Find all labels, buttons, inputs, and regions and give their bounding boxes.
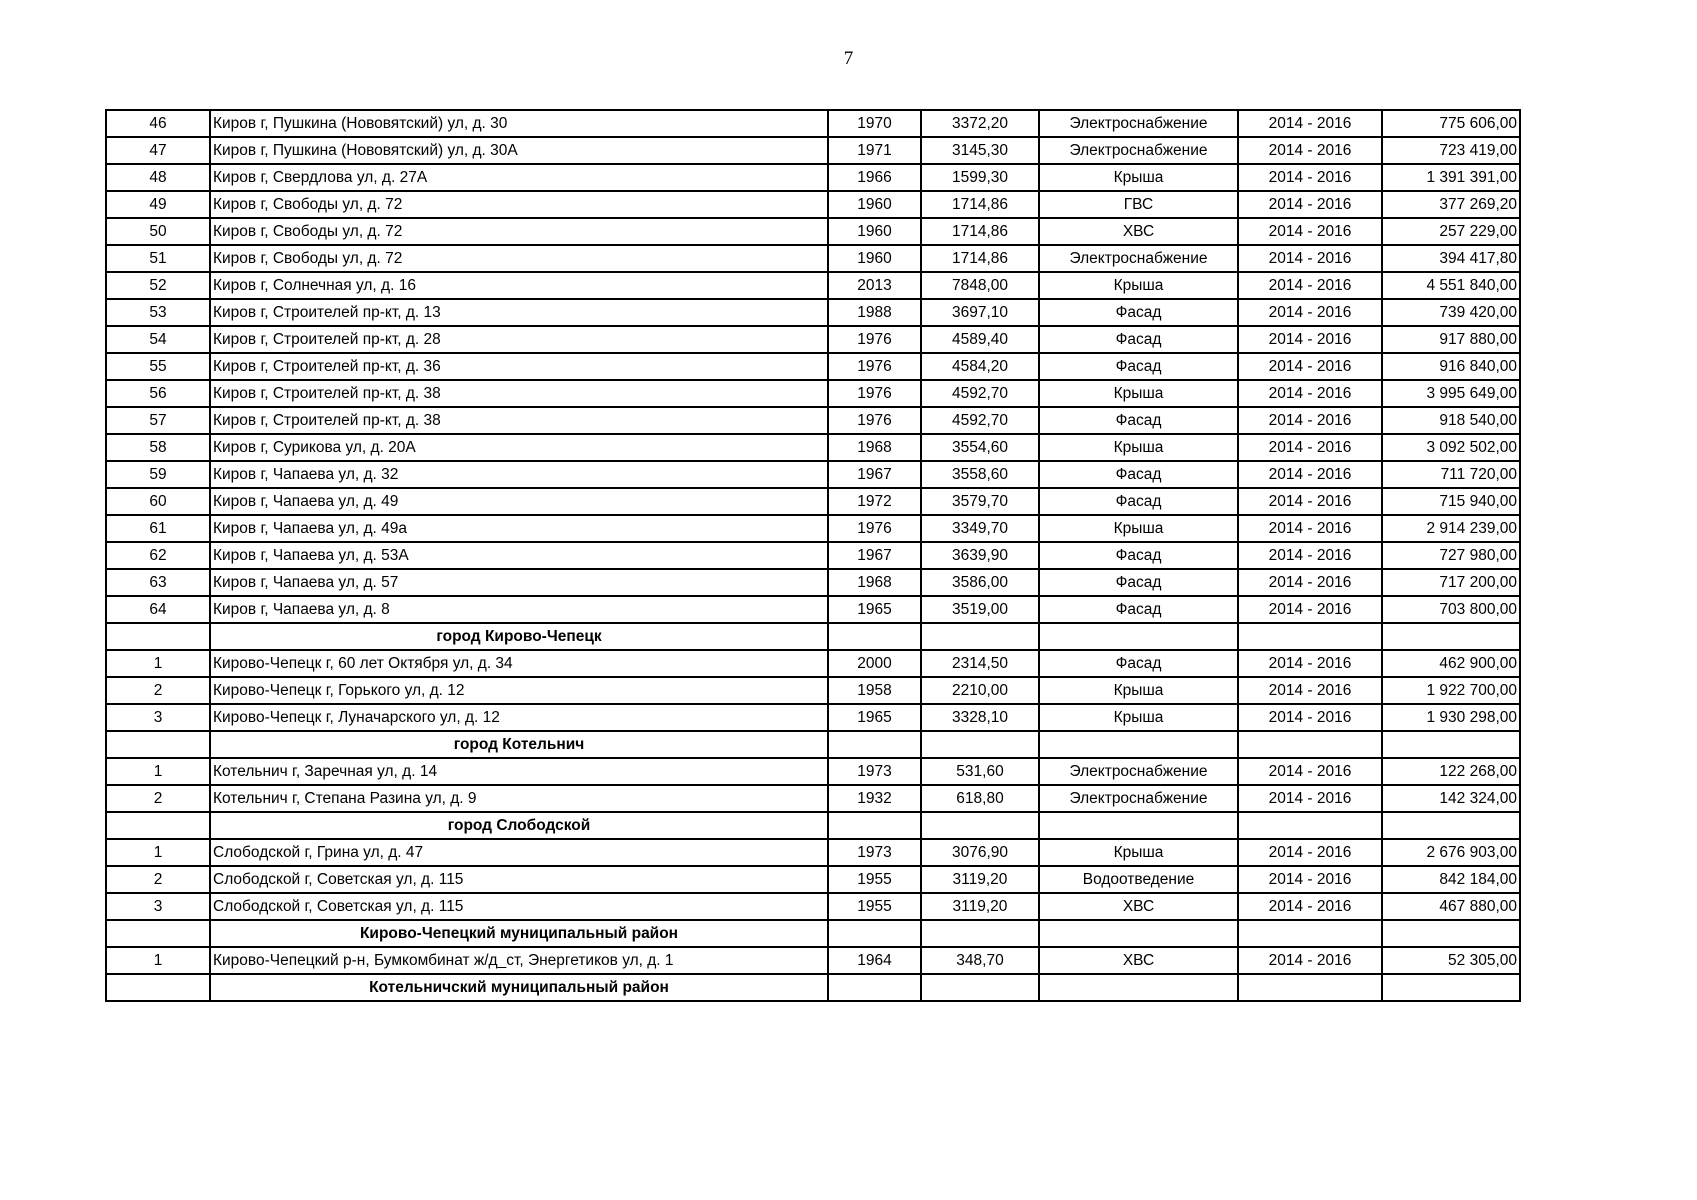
- period-cell: 2014 - 2016: [1238, 839, 1382, 866]
- cost-cell: 52 305,00: [1382, 947, 1520, 974]
- period-cell: 2014 - 2016: [1238, 299, 1382, 326]
- work-type-cell: Электроснабжение: [1039, 758, 1238, 785]
- row-number-cell: 50: [106, 218, 210, 245]
- address-cell: Киров г, Строителей пр-кт, д. 38: [210, 380, 828, 407]
- cost-cell: 916 840,00: [1382, 353, 1520, 380]
- work-type-cell: Водоотведение: [1039, 866, 1238, 893]
- cost-cell: 257 229,00: [1382, 218, 1520, 245]
- year-cell: 1976: [828, 326, 921, 353]
- table-row: [106, 407, 1520, 434]
- period-cell: 2014 - 2016: [1238, 164, 1382, 191]
- year-cell: 1973: [828, 839, 921, 866]
- area-cell: 3639,90: [921, 542, 1039, 569]
- section-title: город Котельнич: [210, 731, 828, 758]
- table-row: [106, 569, 1520, 596]
- cost-cell: 142 324,00: [1382, 785, 1520, 812]
- work-type-cell: Фасад: [1039, 596, 1238, 623]
- work-type-cell: ХВС: [1039, 947, 1238, 974]
- table-row: [106, 839, 1520, 866]
- area-cell: 4592,70: [921, 380, 1039, 407]
- empty-cell: [1238, 974, 1382, 1001]
- row-number-cell: 58: [106, 434, 210, 461]
- cost-cell: 122 268,00: [1382, 758, 1520, 785]
- period-cell: 2014 - 2016: [1238, 218, 1382, 245]
- row-number-cell: 60: [106, 488, 210, 515]
- address-cell: Киров г, Чапаева ул, д. 8: [210, 596, 828, 623]
- address-cell: Киров г, Строителей пр-кт, д. 38: [210, 407, 828, 434]
- row-number-cell: 2: [106, 866, 210, 893]
- period-cell: 2014 - 2016: [1238, 488, 1382, 515]
- cost-cell: 377 269,20: [1382, 191, 1520, 218]
- row-number-cell: 52: [106, 272, 210, 299]
- year-cell: 1960: [828, 218, 921, 245]
- area-cell: 3558,60: [921, 461, 1039, 488]
- area-cell: 1714,86: [921, 191, 1039, 218]
- row-number-cell: 46: [106, 110, 210, 137]
- area-cell: 3586,00: [921, 569, 1039, 596]
- year-cell: 1965: [828, 704, 921, 731]
- table-row: [106, 515, 1520, 542]
- area-cell: 3519,00: [921, 596, 1039, 623]
- table-row: [106, 704, 1520, 731]
- row-number-cell: 64: [106, 596, 210, 623]
- table-row: [106, 758, 1520, 785]
- empty-cell: [828, 974, 921, 1001]
- row-number-cell: 51: [106, 245, 210, 272]
- table-row: [106, 650, 1520, 677]
- empty-cell: [828, 731, 921, 758]
- work-type-cell: Электроснабжение: [1039, 785, 1238, 812]
- row-number-cell: 2: [106, 677, 210, 704]
- address-cell: Кирово-Чепецк г, Горького ул, д. 12: [210, 677, 828, 704]
- table-row: [106, 353, 1520, 380]
- table-row: [106, 677, 1520, 704]
- section-title: город Кирово-Чепецк: [210, 623, 828, 650]
- year-cell: 1971: [828, 137, 921, 164]
- period-cell: 2014 - 2016: [1238, 434, 1382, 461]
- row-number-cell: 55: [106, 353, 210, 380]
- work-type-cell: Крыша: [1039, 839, 1238, 866]
- section-title: Котельничский муниципальный район: [210, 974, 828, 1001]
- section-header-row: [106, 812, 1520, 839]
- empty-cell: [1039, 731, 1238, 758]
- cost-cell: 918 540,00: [1382, 407, 1520, 434]
- work-type-cell: Фасад: [1039, 326, 1238, 353]
- cost-cell: 711 720,00: [1382, 461, 1520, 488]
- table-row: [106, 326, 1520, 353]
- work-type-cell: Фасад: [1039, 650, 1238, 677]
- year-cell: 1973: [828, 758, 921, 785]
- area-cell: 3328,10: [921, 704, 1039, 731]
- address-cell: Киров г, Чапаева ул, д. 53А: [210, 542, 828, 569]
- empty-cell: [1039, 812, 1238, 839]
- year-cell: 1960: [828, 245, 921, 272]
- row-number-cell: 1: [106, 839, 210, 866]
- area-cell: 3119,20: [921, 866, 1039, 893]
- cost-cell: 3 092 502,00: [1382, 434, 1520, 461]
- period-cell: 2014 - 2016: [1238, 191, 1382, 218]
- empty-cell: [921, 812, 1039, 839]
- area-cell: 3554,60: [921, 434, 1039, 461]
- period-cell: 2014 - 2016: [1238, 569, 1382, 596]
- address-cell: Кирово-Чепецк г, Луначарского ул, д. 12: [210, 704, 828, 731]
- area-cell: 2210,00: [921, 677, 1039, 704]
- year-cell: 1958: [828, 677, 921, 704]
- period-cell: 2014 - 2016: [1238, 407, 1382, 434]
- cost-cell: 723 419,00: [1382, 137, 1520, 164]
- row-number-cell: 48: [106, 164, 210, 191]
- year-cell: 1968: [828, 434, 921, 461]
- table-row: [106, 191, 1520, 218]
- row-number-cell: 54: [106, 326, 210, 353]
- row-number-cell: 63: [106, 569, 210, 596]
- year-cell: 1976: [828, 353, 921, 380]
- address-cell: Киров г, Свободы ул, д. 72: [210, 191, 828, 218]
- area-cell: 4589,40: [921, 326, 1039, 353]
- cost-cell: 917 880,00: [1382, 326, 1520, 353]
- period-cell: 2014 - 2016: [1238, 677, 1382, 704]
- period-cell: 2014 - 2016: [1238, 758, 1382, 785]
- period-cell: 2014 - 2016: [1238, 947, 1382, 974]
- period-cell: 2014 - 2016: [1238, 245, 1382, 272]
- year-cell: 1976: [828, 407, 921, 434]
- period-cell: 2014 - 2016: [1238, 461, 1382, 488]
- area-cell: 1599,30: [921, 164, 1039, 191]
- address-cell: Слободской г, Советская ул, д. 115: [210, 866, 828, 893]
- table-row: [106, 299, 1520, 326]
- cost-cell: 2 676 903,00: [1382, 839, 1520, 866]
- year-cell: 1966: [828, 164, 921, 191]
- period-cell: 2014 - 2016: [1238, 542, 1382, 569]
- address-cell: Киров г, Чапаева ул, д. 57: [210, 569, 828, 596]
- table-row: [106, 542, 1520, 569]
- row-number-cell: 56: [106, 380, 210, 407]
- address-cell: Киров г, Чапаева ул, д. 32: [210, 461, 828, 488]
- area-cell: 348,70: [921, 947, 1039, 974]
- cost-cell: 1 922 700,00: [1382, 677, 1520, 704]
- work-type-cell: Крыша: [1039, 677, 1238, 704]
- cost-cell: 775 606,00: [1382, 110, 1520, 137]
- area-cell: 4592,70: [921, 407, 1039, 434]
- empty-cell: [1382, 731, 1520, 758]
- address-cell: Киров г, Свободы ул, д. 72: [210, 218, 828, 245]
- empty-cell: [1382, 623, 1520, 650]
- empty-cell: [1238, 920, 1382, 947]
- cost-cell: 3 995 649,00: [1382, 380, 1520, 407]
- work-type-cell: Крыша: [1039, 164, 1238, 191]
- empty-cell: [1039, 920, 1238, 947]
- section-number-cell: [106, 812, 210, 839]
- cost-cell: 4 551 840,00: [1382, 272, 1520, 299]
- page-number: 7: [843, 48, 854, 69]
- table-row: [106, 110, 1520, 137]
- table-row: [106, 893, 1520, 920]
- row-number-cell: 1: [106, 650, 210, 677]
- address-cell: Киров г, Строителей пр-кт, д. 36: [210, 353, 828, 380]
- cost-cell: 1 930 298,00: [1382, 704, 1520, 731]
- empty-cell: [828, 920, 921, 947]
- year-cell: 1976: [828, 380, 921, 407]
- period-cell: 2014 - 2016: [1238, 704, 1382, 731]
- period-cell: 2014 - 2016: [1238, 353, 1382, 380]
- table-row: [106, 947, 1520, 974]
- section-title: Кирово-Чепецкий муниципальный район: [210, 920, 828, 947]
- area-cell: 1714,86: [921, 245, 1039, 272]
- work-type-cell: Фасад: [1039, 569, 1238, 596]
- section-number-cell: [106, 974, 210, 1001]
- year-cell: 2013: [828, 272, 921, 299]
- empty-cell: [1238, 812, 1382, 839]
- table-row: [106, 596, 1520, 623]
- cost-cell: 715 940,00: [1382, 488, 1520, 515]
- work-type-cell: Фасад: [1039, 353, 1238, 380]
- period-cell: 2014 - 2016: [1238, 137, 1382, 164]
- row-number-cell: 47: [106, 137, 210, 164]
- table-body: [106, 110, 1520, 1001]
- section-number-cell: [106, 623, 210, 650]
- section-header-row: [106, 920, 1520, 947]
- row-number-cell: 1: [106, 947, 210, 974]
- cost-cell: 462 900,00: [1382, 650, 1520, 677]
- address-cell: Киров г, Чапаева ул, д. 49: [210, 488, 828, 515]
- address-cell: Слободской г, Грина ул, д. 47: [210, 839, 828, 866]
- area-cell: 1714,86: [921, 218, 1039, 245]
- row-number-cell: 59: [106, 461, 210, 488]
- empty-cell: [1039, 623, 1238, 650]
- area-cell: 3145,30: [921, 137, 1039, 164]
- year-cell: 1972: [828, 488, 921, 515]
- address-cell: Киров г, Строителей пр-кт, д. 28: [210, 326, 828, 353]
- work-type-cell: ХВС: [1039, 218, 1238, 245]
- address-cell: Киров г, Свердлова ул, д. 27А: [210, 164, 828, 191]
- table-row: [106, 272, 1520, 299]
- area-cell: 3697,10: [921, 299, 1039, 326]
- year-cell: 1964: [828, 947, 921, 974]
- empty-cell: [828, 812, 921, 839]
- period-cell: 2014 - 2016: [1238, 272, 1382, 299]
- work-type-cell: Крыша: [1039, 434, 1238, 461]
- section-header-row: [106, 974, 1520, 1001]
- cost-cell: 739 420,00: [1382, 299, 1520, 326]
- row-number-cell: 2: [106, 785, 210, 812]
- period-cell: 2014 - 2016: [1238, 866, 1382, 893]
- cost-cell: 467 880,00: [1382, 893, 1520, 920]
- address-cell: Кирово-Чепецкий р-н, Бумкомбинат ж/д_ст, Энергетиков ул, д. 1: [210, 947, 828, 974]
- period-cell: 2014 - 2016: [1238, 326, 1382, 353]
- address-cell: Киров г, Чапаева ул, д. 49а: [210, 515, 828, 542]
- table-row: [106, 380, 1520, 407]
- work-type-cell: Фасад: [1039, 407, 1238, 434]
- period-cell: 2014 - 2016: [1238, 515, 1382, 542]
- empty-cell: [1238, 731, 1382, 758]
- address-cell: Киров г, Свободы ул, д. 72: [210, 245, 828, 272]
- cost-cell: 842 184,00: [1382, 866, 1520, 893]
- period-cell: 2014 - 2016: [1238, 785, 1382, 812]
- period-cell: 2014 - 2016: [1238, 650, 1382, 677]
- area-cell: 2314,50: [921, 650, 1039, 677]
- area-cell: 4584,20: [921, 353, 1039, 380]
- section-number-cell: [106, 920, 210, 947]
- empty-cell: [921, 623, 1039, 650]
- cost-cell: 2 914 239,00: [1382, 515, 1520, 542]
- address-cell: Слободской г, Советская ул, д. 115: [210, 893, 828, 920]
- work-type-cell: Крыша: [1039, 704, 1238, 731]
- row-number-cell: 53: [106, 299, 210, 326]
- work-type-cell: ГВС: [1039, 191, 1238, 218]
- address-cell: Кирово-Чепецк г, 60 лет Октября ул, д. 34: [210, 650, 828, 677]
- period-cell: 2014 - 2016: [1238, 893, 1382, 920]
- repair-schedule-table: [105, 109, 1521, 1002]
- empty-cell: [828, 623, 921, 650]
- work-type-cell: Фасад: [1039, 461, 1238, 488]
- row-number-cell: 3: [106, 704, 210, 731]
- work-type-cell: Крыша: [1039, 272, 1238, 299]
- cost-cell: 394 417,80: [1382, 245, 1520, 272]
- table-row: [106, 866, 1520, 893]
- row-number-cell: 49: [106, 191, 210, 218]
- row-number-cell: 62: [106, 542, 210, 569]
- area-cell: 3119,20: [921, 893, 1039, 920]
- address-cell: Котельнич г, Заречная ул, д. 14: [210, 758, 828, 785]
- work-type-cell: Фасад: [1039, 299, 1238, 326]
- empty-cell: [1382, 920, 1520, 947]
- period-cell: 2014 - 2016: [1238, 380, 1382, 407]
- year-cell: 1968: [828, 569, 921, 596]
- table-row: [106, 245, 1520, 272]
- area-cell: 7848,00: [921, 272, 1039, 299]
- work-type-cell: Электроснабжение: [1039, 137, 1238, 164]
- table-row: [106, 137, 1520, 164]
- area-cell: 3372,20: [921, 110, 1039, 137]
- address-cell: Котельнич г, Степана Разина ул, д. 9: [210, 785, 828, 812]
- empty-cell: [1382, 812, 1520, 839]
- area-cell: 3579,70: [921, 488, 1039, 515]
- year-cell: 1988: [828, 299, 921, 326]
- address-cell: Киров г, Строителей пр-кт, д. 13: [210, 299, 828, 326]
- year-cell: 2000: [828, 650, 921, 677]
- work-type-cell: ХВС: [1039, 893, 1238, 920]
- section-header-row: [106, 731, 1520, 758]
- table-row: [106, 218, 1520, 245]
- work-type-cell: Фасад: [1039, 488, 1238, 515]
- row-number-cell: 1: [106, 758, 210, 785]
- empty-cell: [921, 731, 1039, 758]
- empty-cell: [1039, 974, 1238, 1001]
- period-cell: 2014 - 2016: [1238, 596, 1382, 623]
- cost-cell: 1 391 391,00: [1382, 164, 1520, 191]
- empty-cell: [921, 974, 1039, 1001]
- work-type-cell: Крыша: [1039, 515, 1238, 542]
- address-cell: Киров г, Солнечная ул, д. 16: [210, 272, 828, 299]
- year-cell: 1967: [828, 461, 921, 488]
- year-cell: 1967: [828, 542, 921, 569]
- table-row: [106, 434, 1520, 461]
- year-cell: 1955: [828, 866, 921, 893]
- area-cell: 618,80: [921, 785, 1039, 812]
- area-cell: 3076,90: [921, 839, 1039, 866]
- row-number-cell: 3: [106, 893, 210, 920]
- period-cell: 2014 - 2016: [1238, 110, 1382, 137]
- section-header-row: [106, 623, 1520, 650]
- empty-cell: [921, 920, 1039, 947]
- work-type-cell: Электроснабжение: [1039, 245, 1238, 272]
- work-type-cell: Крыша: [1039, 380, 1238, 407]
- year-cell: 1955: [828, 893, 921, 920]
- cost-cell: 717 200,00: [1382, 569, 1520, 596]
- address-cell: Киров г, Сурикова ул, д. 20А: [210, 434, 828, 461]
- area-cell: 531,60: [921, 758, 1039, 785]
- cost-cell: 703 800,00: [1382, 596, 1520, 623]
- row-number-cell: 57: [106, 407, 210, 434]
- row-number-cell: 61: [106, 515, 210, 542]
- work-type-cell: Фасад: [1039, 542, 1238, 569]
- year-cell: 1932: [828, 785, 921, 812]
- table-row: [106, 461, 1520, 488]
- table-row: [106, 164, 1520, 191]
- area-cell: 3349,70: [921, 515, 1039, 542]
- empty-cell: [1238, 623, 1382, 650]
- table-row: [106, 488, 1520, 515]
- section-title: город Слободской: [210, 812, 828, 839]
- address-cell: Киров г, Пушкина (Нововятский) ул, д. 30: [210, 110, 828, 137]
- year-cell: 1970: [828, 110, 921, 137]
- table-row: [106, 785, 1520, 812]
- section-number-cell: [106, 731, 210, 758]
- year-cell: 1960: [828, 191, 921, 218]
- year-cell: 1976: [828, 515, 921, 542]
- empty-cell: [1382, 974, 1520, 1001]
- cost-cell: 727 980,00: [1382, 542, 1520, 569]
- work-type-cell: Электроснабжение: [1039, 110, 1238, 137]
- address-cell: Киров г, Пушкина (Нововятский) ул, д. 30А: [210, 137, 828, 164]
- year-cell: 1965: [828, 596, 921, 623]
